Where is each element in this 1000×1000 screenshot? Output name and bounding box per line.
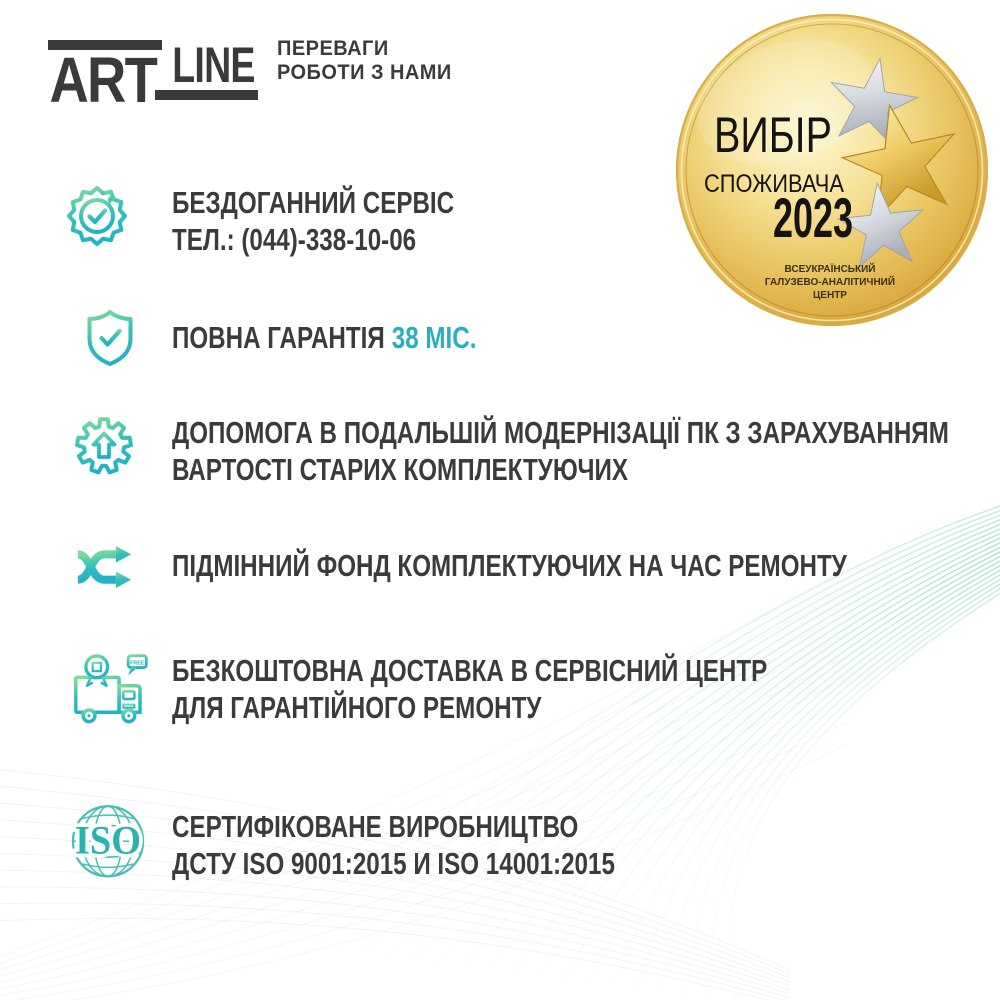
consumer-choice-medal (672, 10, 992, 330)
truck-free-label: FREE (130, 660, 145, 667)
benefit-item-iso (172, 808, 740, 882)
benefit-upgrade-line1: ДОПОМОГА В ПОДАЛЬШІЙ МОДЕРНІЗАЦІЇ ПК З ЗАРАХУВАННЯМ (172, 415, 949, 450)
page-title (277, 36, 465, 84)
badge-check-icon (57, 176, 137, 261)
benefit-service-phone: ТЕЛ.: (044)-338-10-06 (172, 222, 417, 257)
benefit-delivery-line1: БЕЗКОШТОВНА ДОСТАВКА В СЕРВІСНИЙ ЦЕНТР (172, 653, 768, 688)
benefit-item-delivery (172, 652, 935, 726)
iso-label: ISO (75, 817, 141, 863)
iso-globe-icon (64, 800, 152, 893)
benefit-item-service (172, 184, 534, 258)
benefit-iso-line2: ДСТУ ISO 9001:2015 И ISO 14001:2015 (172, 846, 615, 881)
logo-text-art: ART (49, 43, 157, 106)
benefit-item-replacement (172, 547, 1000, 584)
medal-year: 2023 (773, 186, 853, 249)
benefit-item-warranty (172, 319, 562, 356)
page-title-line2: РОБОТИ З НАМИ (277, 60, 452, 84)
benefit-service-line1: БЕЗДОГАННИЙ СЕРВІС (172, 185, 455, 220)
delivery-truck-icon (68, 648, 152, 734)
artline-logo-graphic (35, 36, 273, 106)
benefit-iso-line1: СЕРТИФІКОВАНЕ ВИРОБНИЦТВО (172, 809, 579, 844)
benefit-delivery-line2: ДЛЯ ГАРАНТІЙНОГО РЕМОНТУ (172, 690, 542, 725)
benefit-warranty-label: ПОВНА ГАРАНТІЯ (172, 320, 385, 355)
shuffle-icon (74, 540, 140, 599)
artline-logo (35, 36, 273, 106)
medal-title: ВИБІР (714, 107, 832, 163)
medal-org-line2: ГАЛУЗЕВО-АНАЛІТИЧНИЙ (764, 277, 896, 288)
logo-text-line: LINE (172, 37, 255, 94)
gear-upgrade-icon (64, 406, 144, 491)
benefit-replacement-line1: ПІДМІННИЙ ФОНД КОМПЛЕКТУЮЧИХ НА ЧАС РЕМОНТУ (172, 548, 847, 583)
medal-org-line3: ЦЕНТР (813, 290, 847, 301)
page-title-line1: ПЕРЕВАГИ (277, 36, 389, 60)
medal-org-line1: ВСЕУКРАЇНСЬКИЙ (784, 264, 876, 275)
benefit-upgrade-line2: ВАРТОСТІ СТАРИХ КОМПЛЕКТУЮЧИХ (172, 452, 628, 487)
shield-check-icon (70, 298, 150, 383)
benefit-item-upgrade (172, 414, 1000, 488)
medal-subtitle: СПОЖИВАЧА (704, 170, 845, 198)
benefit-warranty-term: 38 МІС. (391, 320, 477, 355)
